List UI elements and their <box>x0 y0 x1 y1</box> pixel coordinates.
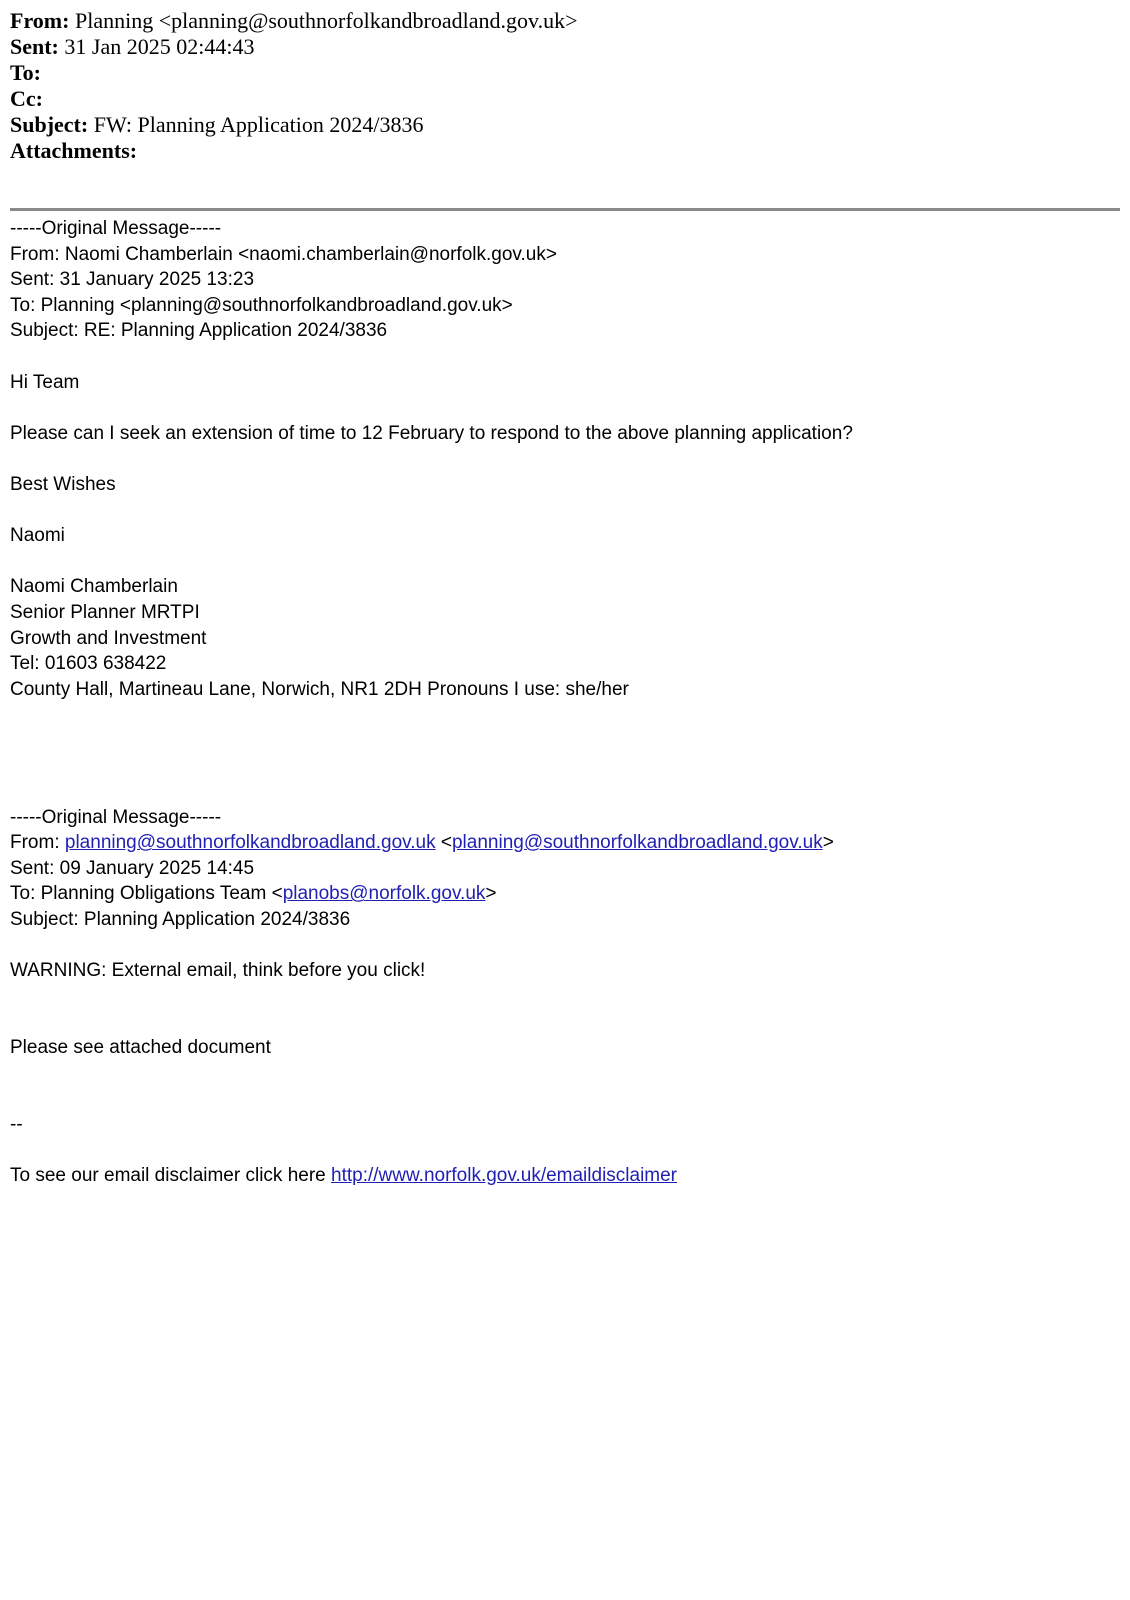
original-message-separator-2: -----Original Message----- <box>10 806 222 828</box>
subject-value: FW: Planning Application 2024/3836 <box>93 112 424 137</box>
message2-from-mid: < <box>435 832 452 854</box>
header-subject-row <box>10 112 578 138</box>
message2-from-email-link[interactable]: planning@southnorfolkandbroadland.gov.uk <box>64 832 436 854</box>
original-message-separator: -----Original Message----- <box>10 218 222 239</box>
disclaimer-prefix: To see our email disclaimer click here <box>10 1164 332 1186</box>
message1-signoff: Best Wishes <box>10 473 116 495</box>
signature-address: County Hall, Martineau Lane, Norwich, NR1 2DH Pronouns I use: she/her <box>10 678 629 700</box>
message1-first-name: Naomi <box>10 525 65 547</box>
message1-to: To: Planning <planning@southnorfolkandbroadland.gov.uk> <box>10 294 513 316</box>
from-value: Planning <planning@southnorfolkandbroadland.gov.uk> <box>74 8 578 33</box>
message2-from-prefix: From: <box>10 832 65 854</box>
message2-from-suffix: > <box>822 832 834 854</box>
message1-from: From: Naomi Chamberlain <naomi.chamberlain@norfolk.gov.uk> <box>10 243 557 265</box>
signature-name: Naomi Chamberlain <box>10 576 178 598</box>
header-from-row <box>10 8 578 34</box>
from-label: From: <box>10 8 70 33</box>
message2-to <box>10 881 1110 907</box>
cc-label: Cc: <box>10 86 43 111</box>
header-divider <box>10 208 1120 211</box>
attachments-label: Attachments: <box>10 138 138 163</box>
message2-to-prefix: To: Planning Obligations Team < <box>10 883 283 905</box>
message1-greeting: Hi Team <box>10 371 80 393</box>
signature-title: Senior Planner MRTPI <box>10 601 200 623</box>
email-header <box>10 8 578 164</box>
header-sent-row <box>10 34 578 60</box>
message1-sent: Sent: 31 January 2025 13:23 <box>10 269 255 291</box>
signature-dashes: -- <box>10 1113 23 1135</box>
message1-subject: Subject: RE: Planning Application 2024/3836 <box>10 320 388 342</box>
message2-to-email-link[interactable]: planobs@norfolk.gov.uk <box>282 883 486 905</box>
message2-body: Please see attached document <box>10 1037 271 1059</box>
signature-department: Growth and Investment <box>10 627 207 649</box>
header-attachments-row <box>10 138 578 164</box>
header-cc-row <box>10 86 578 112</box>
message2-sent: Sent: 09 January 2025 14:45 <box>10 857 255 879</box>
disclaimer-link[interactable]: http://www.norfolk.gov.uk/emaildisclaimer <box>331 1164 678 1186</box>
subject-label: Subject: <box>10 112 89 137</box>
signature-tel: Tel: 01603 638422 <box>10 653 167 675</box>
message2-from <box>10 830 1110 856</box>
sent-label: Sent: <box>10 34 59 59</box>
email-body <box>10 216 1110 1189</box>
message2-to-suffix: > <box>485 883 497 905</box>
disclaimer-line <box>10 1163 1110 1189</box>
message2-subject: Subject: Planning Application 2024/3836 <box>10 909 351 931</box>
sent-value: 31 Jan 2025 02:44:43 <box>64 34 255 59</box>
to-label: To: <box>10 60 41 85</box>
message1-body: Please can I seek an extension of time to 12 February to respond to the above planning application? <box>10 422 853 444</box>
external-email-warning: WARNING: External email, think before you click! <box>10 960 426 982</box>
message2-from-email-link-2[interactable]: planning@southnorfolkandbroadland.gov.uk <box>451 832 823 854</box>
header-to-row <box>10 60 578 86</box>
